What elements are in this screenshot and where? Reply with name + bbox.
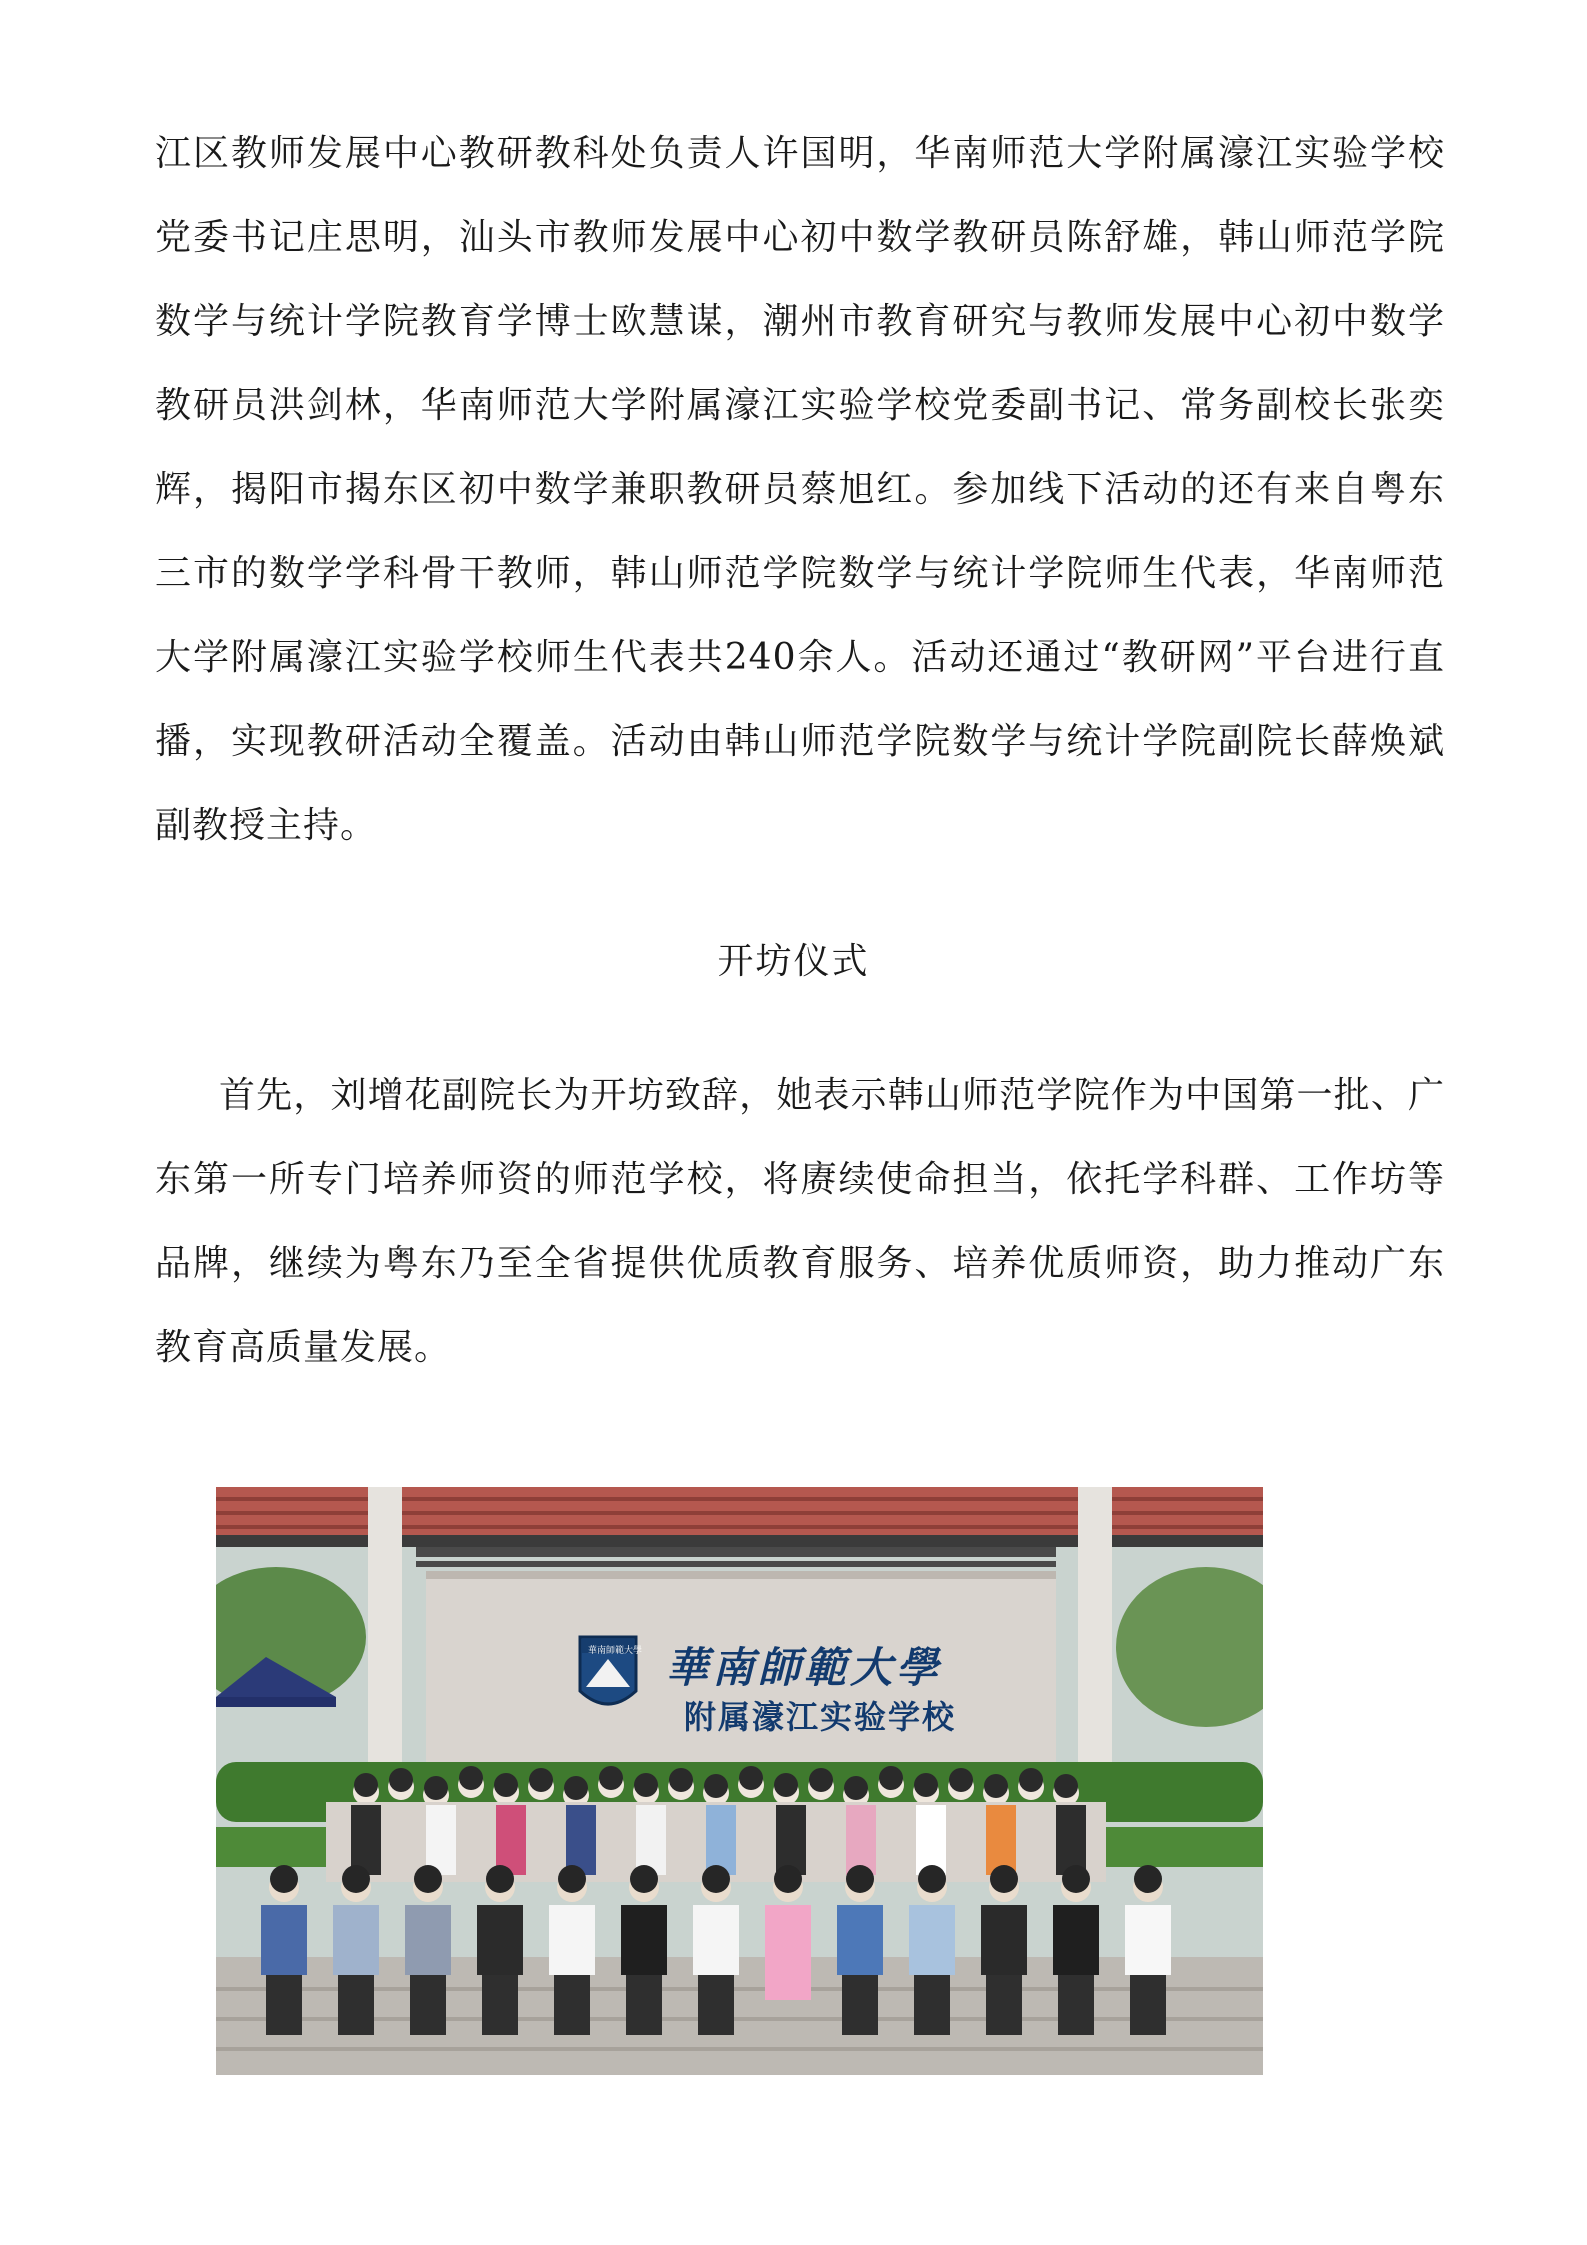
sign-school-subtitle: 附属濠江实验学校 bbox=[684, 1698, 957, 1736]
emblem-label: 華南師範大學 bbox=[588, 1646, 643, 1656]
group-photo bbox=[216, 1487, 1263, 2075]
sign-school-name: 華南師範大學 bbox=[666, 1643, 943, 1692]
section-heading: 开坊仪式 bbox=[717, 941, 870, 982]
body-paragraph-2: 首先，刘增花副院长为开坊致辞，她表示韩山师范学院作为中国第一批、广东第一所专门培养师资的师范学校，将赓续使命担当，依托学科群、工作坊等品牌，继续为粤东乃至全省提供优质教育服务、培养优质师资，助力推动广东教育高质量发展。 bbox=[155, 1075, 1445, 1368]
body-paragraph-1: 江区教师发展中心教研教科处负责人许国明，华南师范大学附属濠江实验学校党委书记庄思明，汕头市教师发展中心初中数学教研员陈舒雄，韩山师范学院数学与统计学院教育学博士欧慧谋，潮州市教育研究与教师发展中心初中数学教研员洪剑林，华南师范大学附属濠江实验学校党委副书记、常务副校长张奕辉，揭阳市揭东区初中数学兼职教研员蔡旭红。参加线下活动的还有来自粤东三市的数学学科骨干教师，韩山师范学院数学与统计学院师生代表，华南师范大学附属濠江实验学校师生代表共240余人。活动还通过“教研网”平台进行直播，实现教研活动全覆盖。活动由韩山师范学院数学与统计学院副院长薛焕斌副教授主持。 bbox=[155, 133, 1445, 846]
group-photo-illustration bbox=[216, 1487, 1263, 2075]
